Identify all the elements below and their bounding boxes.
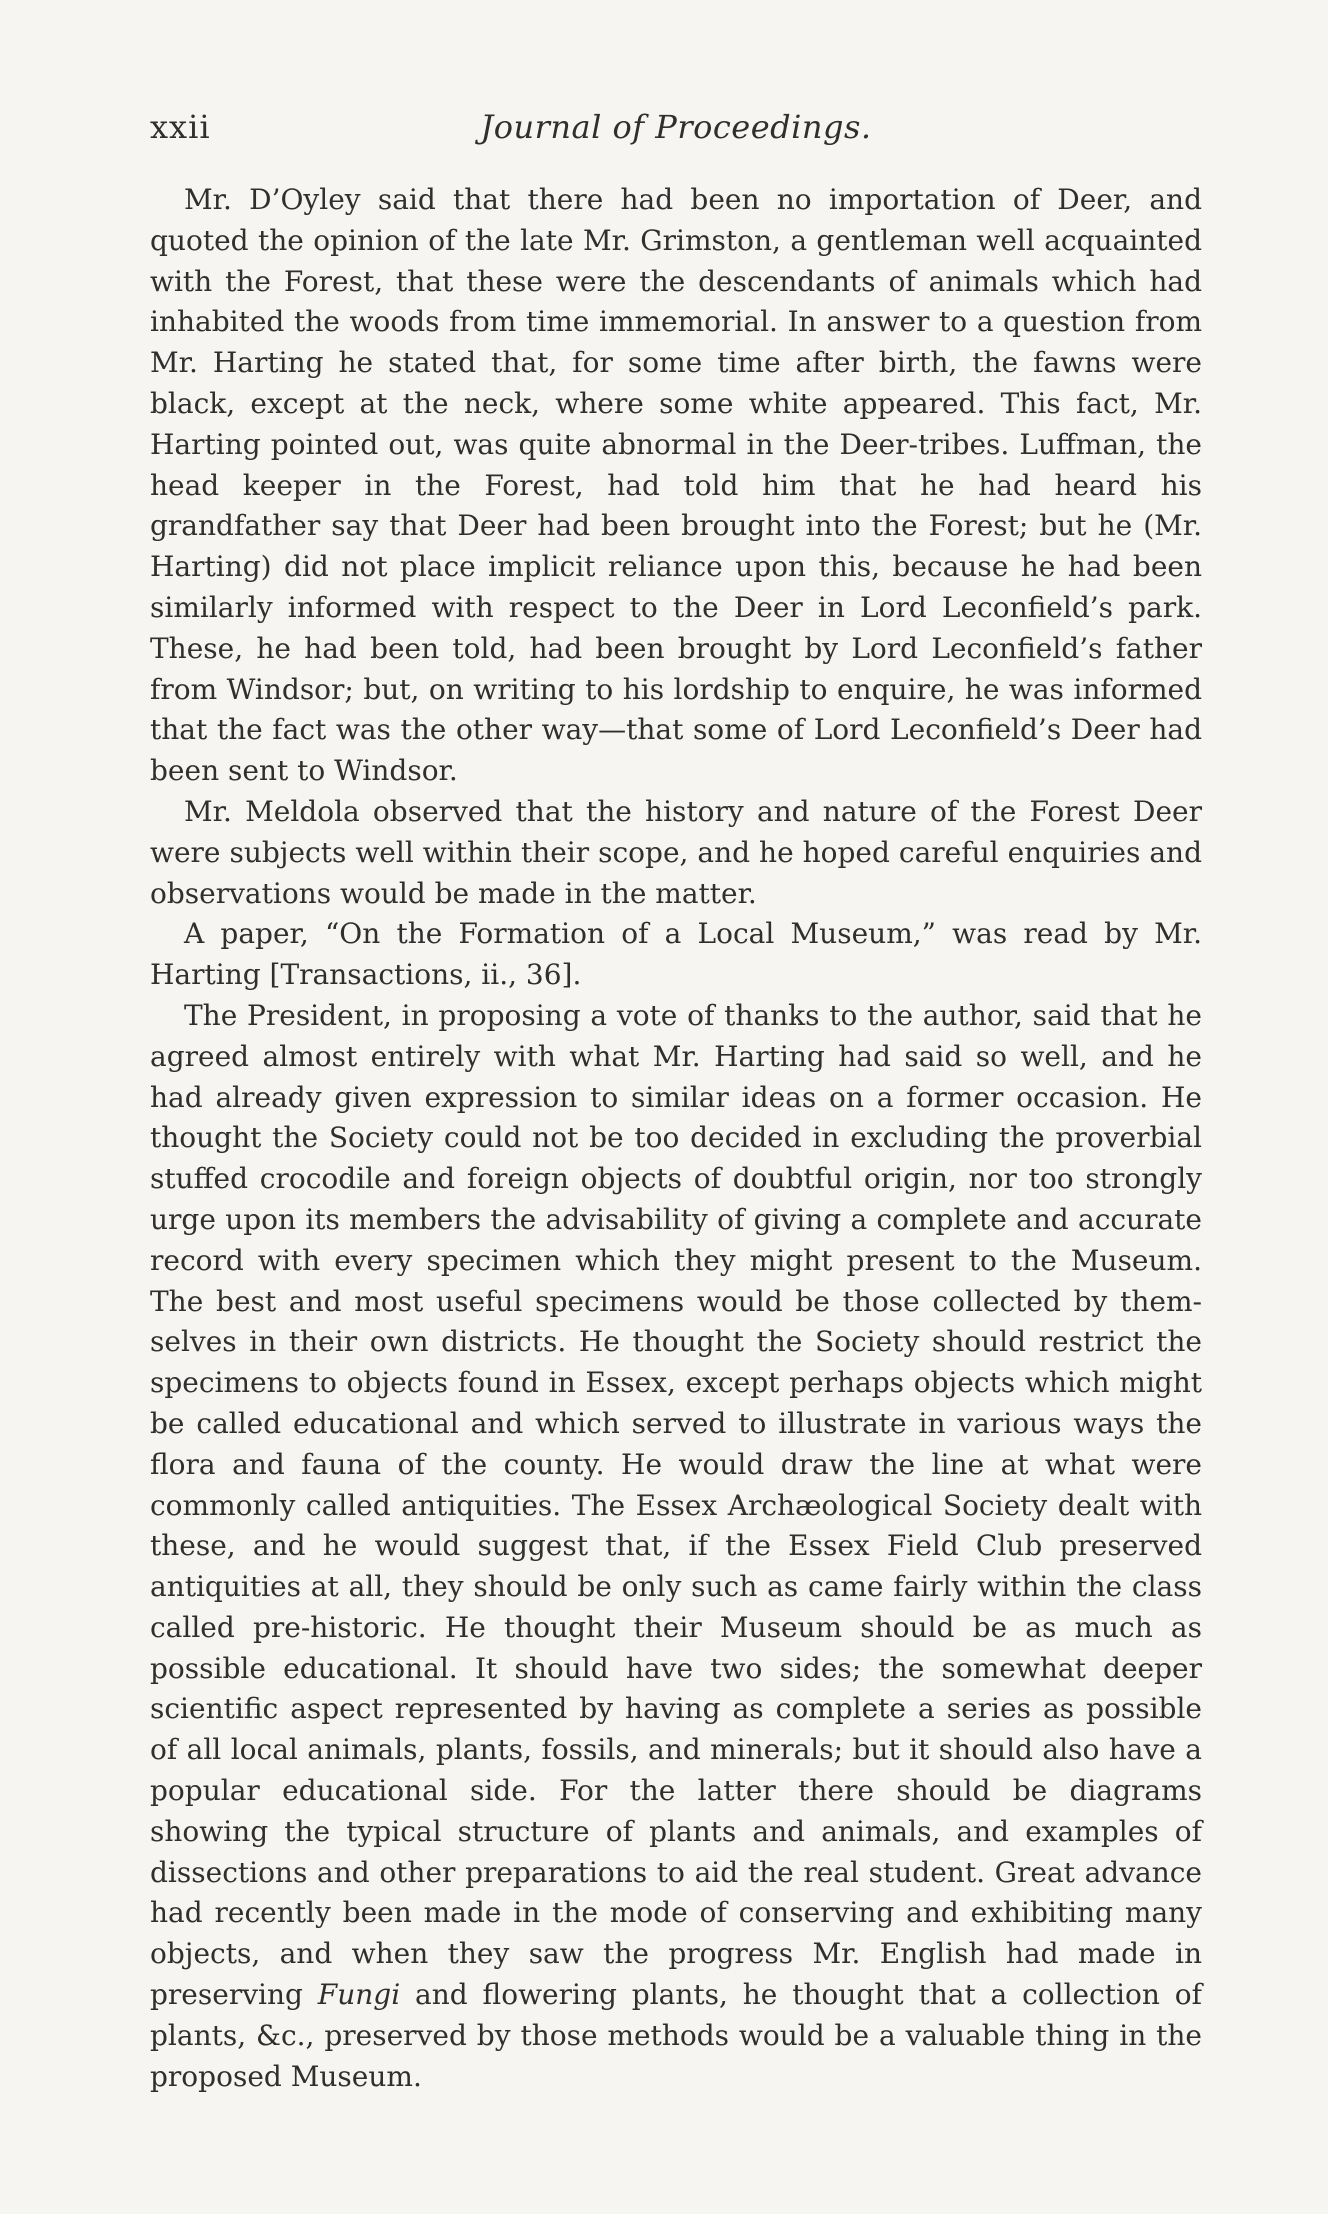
paragraph-doyley-deer: Mr. D’Oyley said that there had been no importation of Deer, and quoted the opinion of the late Mr. Grimston, a gentleman well acquainted with the Forest, that these were the descendants of animals which had inhabited the woods from time immemorial. In answer to a question from Mr. Harting he stated that, for some time after birth, the fawns were black, except at the neck, where some white appeared. This fact, Mr. Harting pointed out, was quite abnormal in the Deer-tribes. Luffman, the head keeper in the Forest, had told him that he had heard his grandfather say that Deer had been brought into the Forest; but he (Mr. Harting) did not place implicit reliance upon this, because he had been similarly informed with respect to the Deer in Lord Leconfield’s park. These, he had been told, had been brought by Lord Leconfield’s father from Windsor; but, on writing to his lordship to enquire, he was informed that the fact was the other way—that some of Lord Leconfield’s Deer had been sent to Windsor. [150, 183, 1202, 788]
paragraph-meldola: Mr. Meldola observed that the history and nature of the Forest Deer were subjects well within their scope, and he hoped careful enquiries and observations would be made in the matter. [150, 794, 1202, 910]
paragraph-local-museum-paper: A paper, “On the Formation of a Local Museum,” was read by Mr. Harting [Transactions, ii., 36]. [150, 917, 1202, 992]
paragraph-president-remarks: The President, in proposing a vote of thanks to the author, said that he agreed almost entirely with what Mr. Harting had said so well, and he had already given expression to similar ideas on a former occasion. He thought the Society could not be too decided in excluding the proverbial stuffed crocodile and foreign objects of doubtful origin, nor too strongly urge upon its members the advisability of giving a complete and accurate record with every specimen which they might present to the Museum. The best and most useful specimens would be those collected by themselves in their own districts. He thought the Society should restrict the specimens to objects found in Essex, except perhaps objects which might be called educational and which served to illustrate in various ways the flora and fauna of the county. He would draw the line at what were commonly called antiquities. The Essex Archæological Society dealt with these, and he would suggest that, if the Essex Field Club preserved antiquities at all, they should be only such as came fairly within the class called pre-historic. He thought their Museum should be as much as possible educational. It should have two sides; the somewhat deeper scientific aspect represented by having as complete a series as possible of all local animals, plants, fossils, and minerals; but it should also have a popular educational side. For the latter there should be diagrams showing the typical structure of plants and animals, and examples of dissections and other preparations to aid the real student. Great advance had recently been made in the mode of conserving and exhibiting many objects, and when they saw the progress Mr. English had made in preserving Fungi and flowering plants, he thought that a collection of plants, &c., preserved by those methods would be a valuable thing in the proposed Museum. [150, 998, 1202, 2093]
italic-term: Fungi [317, 1978, 401, 2012]
running-head [150, 108, 1202, 158]
running-title: Journal of Proceedings. [480, 108, 872, 146]
document-page [150, 108, 1202, 2097]
page-number: xxii [150, 108, 211, 146]
body-text [150, 180, 1202, 2097]
